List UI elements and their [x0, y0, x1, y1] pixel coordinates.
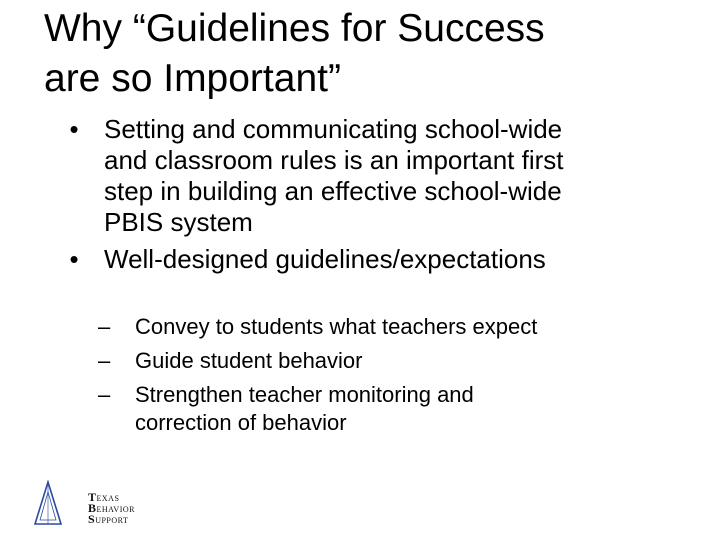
bullet-marker: •	[69, 114, 79, 144]
logo-line-support: SUPPORT	[88, 512, 129, 526]
slide-title	[44, 4, 684, 104]
bullet-line: PBIS system	[104, 207, 253, 237]
sub-bullet-item	[98, 313, 698, 341]
logo-line-behavior: BEHAVIOR	[88, 501, 135, 515]
bullet-line: step in building an effective school-wide	[104, 176, 562, 206]
bullet-line: Setting and communicating school-wide	[104, 114, 563, 144]
bullet-text	[104, 244, 704, 275]
sub-bullet-item	[98, 347, 698, 375]
slide-title-line-1: Why “Guidelines for Success	[44, 7, 545, 50]
bullet-marker: •	[69, 244, 79, 274]
logo-line-texas: TEXAS	[88, 490, 120, 504]
sub-bullet-line: Guide student behavior	[135, 348, 363, 373]
sub-bullet-text	[135, 381, 698, 437]
bullet-line: and classroom rules is an important first	[104, 145, 564, 175]
sub-bullet-marker: –	[98, 314, 111, 339]
sub-bullet-text	[135, 313, 698, 341]
bullet-item	[64, 244, 704, 275]
bullet-text	[104, 114, 704, 238]
sub-bullet-marker: –	[98, 348, 111, 373]
sub-bullet-line: Convey to students what teachers expect	[135, 314, 538, 339]
slide-title-line-2: are so Important”	[44, 57, 341, 100]
sub-bullet-list	[98, 313, 698, 443]
sub-bullet-line: correction of behavior	[135, 410, 347, 435]
sub-bullet-line: Strengthen teacher monitoring and	[135, 382, 474, 407]
bullet-item	[64, 114, 704, 238]
sub-bullet-text	[135, 347, 698, 375]
bullet-list	[64, 114, 704, 281]
sub-bullet-marker: –	[98, 382, 111, 407]
sub-bullet-item	[98, 381, 698, 437]
bullet-line: Well-designed guidelines/expectations	[104, 244, 546, 274]
texas-behavior-support-logo	[34, 480, 135, 526]
